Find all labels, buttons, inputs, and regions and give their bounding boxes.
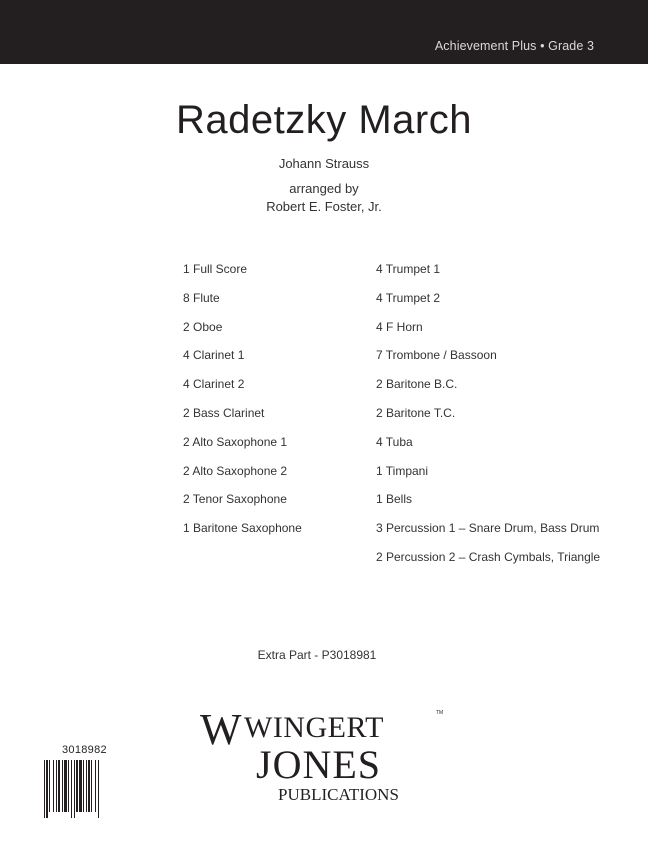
part-item: 2 Bass Clarinet <box>183 405 265 420</box>
part-item: 4 F Horn <box>376 319 423 334</box>
part-item: 7 Trombone / Bassoon <box>376 348 497 363</box>
barcode-number: 3018982 <box>62 744 107 756</box>
part-item: 2 Alto Saxophone 2 <box>183 463 288 478</box>
part-item: 4 Trumpet 2 <box>376 290 441 305</box>
part-item: 2 Baritone T.C. <box>376 405 456 420</box>
publisher-logo <box>198 700 450 804</box>
part-item: 3 Percussion 1 – Snare Drum, Bass Drum <box>376 521 600 536</box>
part-item: 2 Percussion 2 – Crash Cymbals, Triangle <box>376 549 601 564</box>
piece-title: Radetzky March <box>176 98 472 142</box>
barcode-image <box>42 758 128 822</box>
trademark-mark: TM <box>436 710 444 716</box>
part-item: 1 Full Score <box>183 262 248 276</box>
header-bar <box>0 0 648 64</box>
part-item: 4 Trumpet 1 <box>376 262 441 276</box>
logo-initial-w: W <box>200 705 242 754</box>
part-item: 2 Oboe <box>183 319 223 334</box>
arranged-by-label: arranged by <box>289 181 359 196</box>
series-grade-label: Achievement Plus • Grade 3 <box>434 39 594 53</box>
arranger-name: Robert E. Foster, Jr. <box>266 199 382 214</box>
part-item: 1 Timpani <box>376 463 429 478</box>
instrumentation-list-right <box>376 261 600 578</box>
composer-name: Johann Strauss <box>278 156 370 171</box>
part-item: 4 Clarinet 2 <box>183 377 245 392</box>
logo-line-1: WINGERT <box>244 711 384 744</box>
part-item: 2 Tenor Saxophone <box>183 492 287 507</box>
part-item: 1 Baritone Saxophone <box>183 521 302 536</box>
part-item: 1 Bells <box>376 492 413 507</box>
part-item: 2 Baritone B.C. <box>376 377 458 392</box>
instrumentation-list-left <box>183 261 302 549</box>
part-item: 8 Flute <box>183 290 220 305</box>
extra-part-note: Extra Part - P3018981 <box>257 648 377 662</box>
part-item: 4 Tuba <box>376 434 413 449</box>
part-item: 2 Alto Saxophone 1 <box>183 434 288 449</box>
logo-line-3: PUBLICATIONS <box>278 785 399 804</box>
part-item: 4 Clarinet 1 <box>183 348 245 363</box>
logo-line-2: JONES <box>256 742 382 787</box>
